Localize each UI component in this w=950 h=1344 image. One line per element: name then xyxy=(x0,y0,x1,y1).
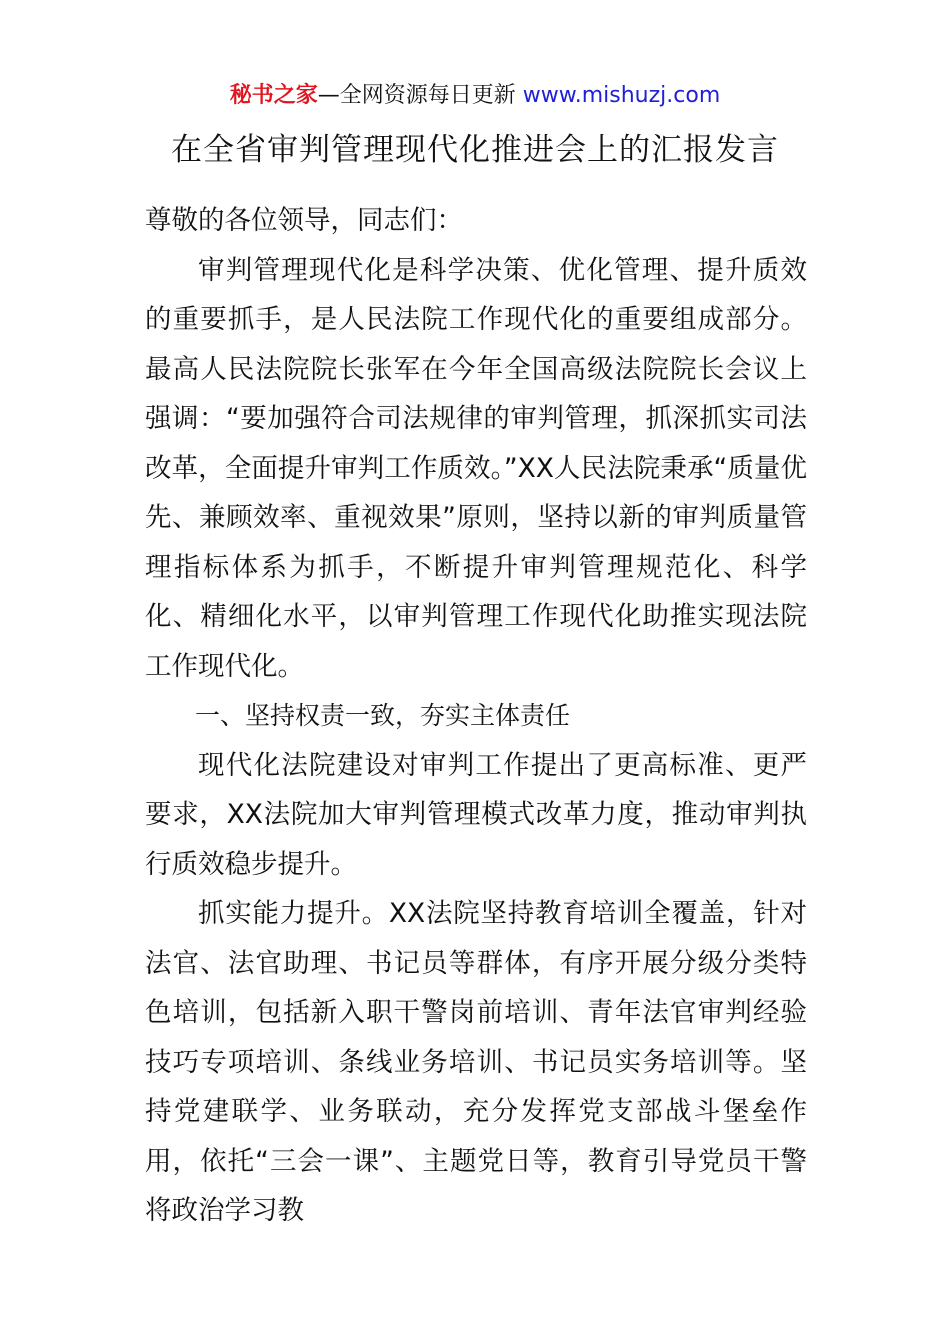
section-heading-1: 一、坚持权责一致，夯实主体责任 xyxy=(195,701,571,730)
document-body xyxy=(145,196,807,1236)
paragraph-intro: 审判管理现代化是科学决策、优化管理、提升质效的重要抓手，是人民法院工作现代化的重要组成部分。最高人民法院院长张军在今年全国高级法院院长会议上强调：“要加强符合司法规律的审判管理，抓深抓实司法改革，全面提升审判工作质效。”XX人民法院秉承“质量优先、兼顾效率、重视效果”原则，坚持以新的审判质量管理指标体系为抓手，不断提升审判管理规范化、科学化、精细化水平，以审判管理工作现代化助推实现法院工作现代化。 xyxy=(145,254,807,682)
document-title: 在全省审判管理现代化推进会上的汇报发言 xyxy=(171,132,779,168)
site-header xyxy=(0,80,950,112)
salutation: 尊敬的各位领导，同志们： xyxy=(145,205,463,236)
header-tagline: —全网资源每日更新 xyxy=(317,83,523,108)
site-url-link[interactable]: www.mishuzj.com xyxy=(522,83,721,108)
paragraph-section-1: 现代化法院建设对审判工作提出了更高标准、更严要求，XX法院加大审判管理模式改革力度，推动审判执行质效稳步提升。 xyxy=(145,749,807,880)
brand-name: 秘书之家 xyxy=(229,83,318,108)
paragraph-ability: 抓实能力提升。XX法院坚持教育培训全覆盖，针对法官、法官助理、书记员等群体，有序开展分级分类特色培训，包括新入职干警岗前培训、青年法官审判经验技巧专项培训、条线业务培训、书记员实务培训等。坚持党建联学、业务联动，充分发挥党支部战斗堡垒作用，依托“三会一课”、主题党日等，教育引导党员干警将政治学习教 xyxy=(145,898,807,1226)
